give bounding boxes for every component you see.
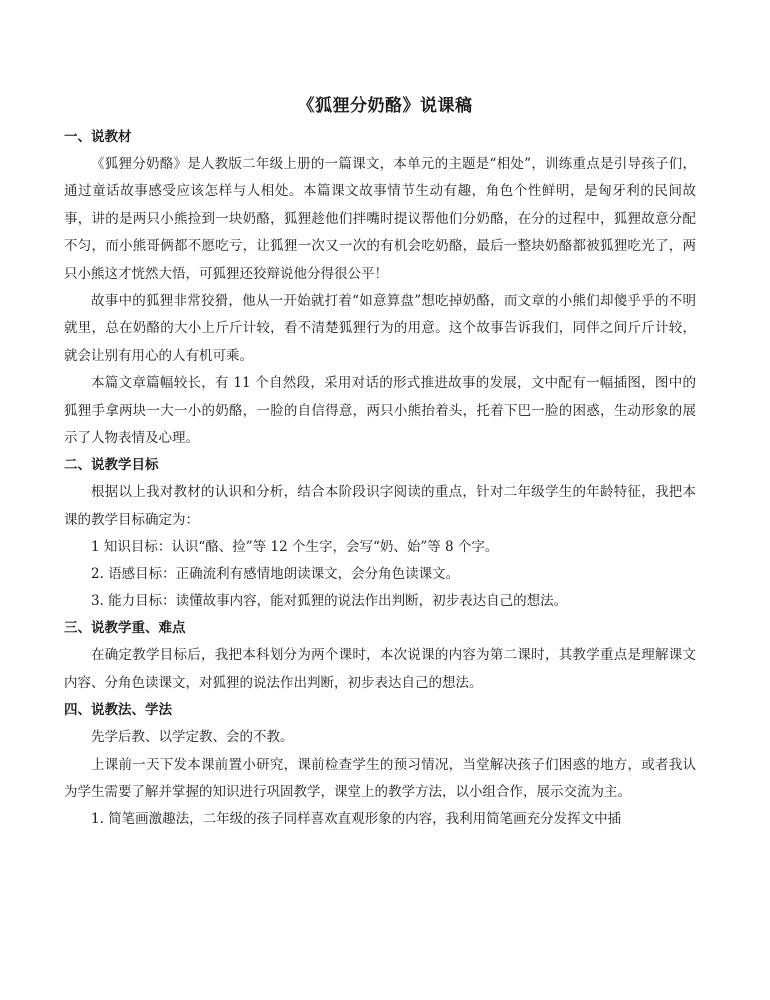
- paragraph: 《狐狸分奶酪》是人教版二年级上册的一篇课文，本单元的主题是“相处”，训练重点是引导孩子们，通过童话故事感受应该怎样与人相处。本篇课文故事情节生动有趣，角色个性鲜明，是匈牙利的民间故事，讲的是两只小熊捡到一块奶酪，狐狸趁他们拌嘴时提议帮他们分奶酪，在分的过程中，狐狸故意分配不匀，而小熊哥俩都不愿吃亏，让狐狸一次又一次的有机会吃奶酪，最后一整块奶酪都被狐狸吃光了，两只小熊这才恍然大悟，可狐狸还狡辩说他分得很公平！: [64, 156, 696, 282]
- section-heading: 三、说教学重、难点: [64, 620, 186, 637]
- paragraph: 根据以上我对教材的认识和分析，结合本阶段识字阅读的重点，针对二年级学生的年龄特征，我把本课的教学目标确定为：: [64, 484, 696, 528]
- paragraph: 故事中的狐狸非常狡猾，他从一开始就打着“如意算盘”想吃掉奶酪，而文章的小熊们却傻乎乎的不明就里，总在奶酪的大小上斤斤计较，看不清楚狐狸行为的用意。这个故事告诉我们，同伴之间斤斤计较，就会让别有用心的人有机可乘。: [64, 293, 696, 364]
- paragraph: 本篇文章篇幅较长，有 11 个自然段，采用对话的形式推进故事的发展，文中配有一幅插图，图中的狐狸手拿两块一大一小的奶酪，一脸的自信得意，两只小熊抬着头，托着下巴一脸的困惑，生动形象的展示了人物表情及心理。: [64, 375, 696, 447]
- paragraph: 先学后教、以学定教、会的不教。: [91, 729, 294, 746]
- objective-item: 1 知识目标：认识“酪、捡”等 12 个生字，会写“奶、始”等 8 个字。: [91, 539, 499, 556]
- paragraph: 上课前一天下发本课前置小研究，课前检查学生的预习情况，当堂解决孩子们困惑的地方，或者我认为学生需要了解并掌握的知识进行巩固教学，课堂上的教学方法，以小组合作，展示交流为主。: [64, 756, 696, 800]
- paragraph: 1. 简笔画激趣法，二年级的孩子同样喜欢直观形象的内容，我利用简笔画充分发挥文中插: [91, 811, 622, 828]
- section-heading: 一、说教材: [64, 129, 132, 145]
- section-heading: 二、说教学目标: [64, 457, 159, 474]
- paragraph: 在确定教学目标后，我把本科划分为两个课时，本次说课的内容为第二课时，其教学重点是理解课文内容、分角色读课文，对狐狸的说法作出判断，初步表达自己的想法。: [64, 647, 696, 691]
- section-heading: 四、说教法、学法: [64, 702, 172, 719]
- document-title: 《狐狸分奶酪》说课稿: [297, 96, 473, 116]
- document-body: [64, 124, 696, 834]
- objective-item: 2. 语感目标：正确流利有感情地朗读课文，会分角色读课文。: [91, 566, 460, 583]
- objective-item: 3. 能力目标：读懂故事内容，能对狐狸的说法作出判断，初步表达自己的想法。: [91, 593, 568, 610]
